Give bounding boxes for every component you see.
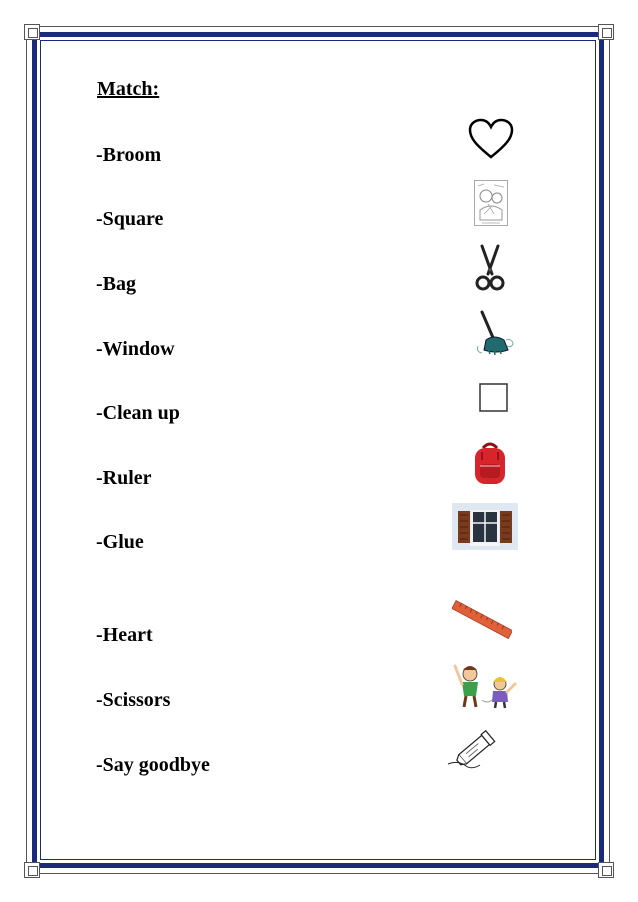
ruler-icon	[452, 598, 512, 642]
glue-stick-icon	[446, 730, 502, 772]
border-corner-top-left	[24, 24, 40, 40]
square-icon	[478, 382, 510, 414]
word-ruler: -Ruler	[96, 467, 152, 489]
broom-icon	[474, 310, 516, 356]
word-broom: -Broom	[96, 144, 162, 166]
border-corner-top-right	[598, 24, 614, 40]
word-square: -Square	[96, 208, 164, 230]
coloring-page-icon	[474, 180, 508, 226]
word-heart: -Heart	[96, 624, 153, 646]
word-glue: -Glue	[96, 531, 144, 553]
word-scissors: -Scissors	[96, 689, 171, 711]
kids-waving-goodbye-icon	[452, 660, 522, 710]
scissors-icon	[474, 244, 506, 292]
backpack-icon	[472, 440, 508, 486]
word-clean-up: -Clean up	[96, 402, 180, 424]
window-icon	[452, 503, 518, 550]
worksheet-title: Match:	[97, 78, 160, 100]
border-corner-bottom-right	[598, 862, 614, 878]
word-window: -Window	[96, 338, 175, 360]
border-corner-bottom-left	[24, 862, 40, 878]
word-bag: -Bag	[96, 273, 136, 295]
word-say-goodbye: -Say goodbye	[96, 754, 210, 776]
heart-icon	[468, 118, 514, 160]
